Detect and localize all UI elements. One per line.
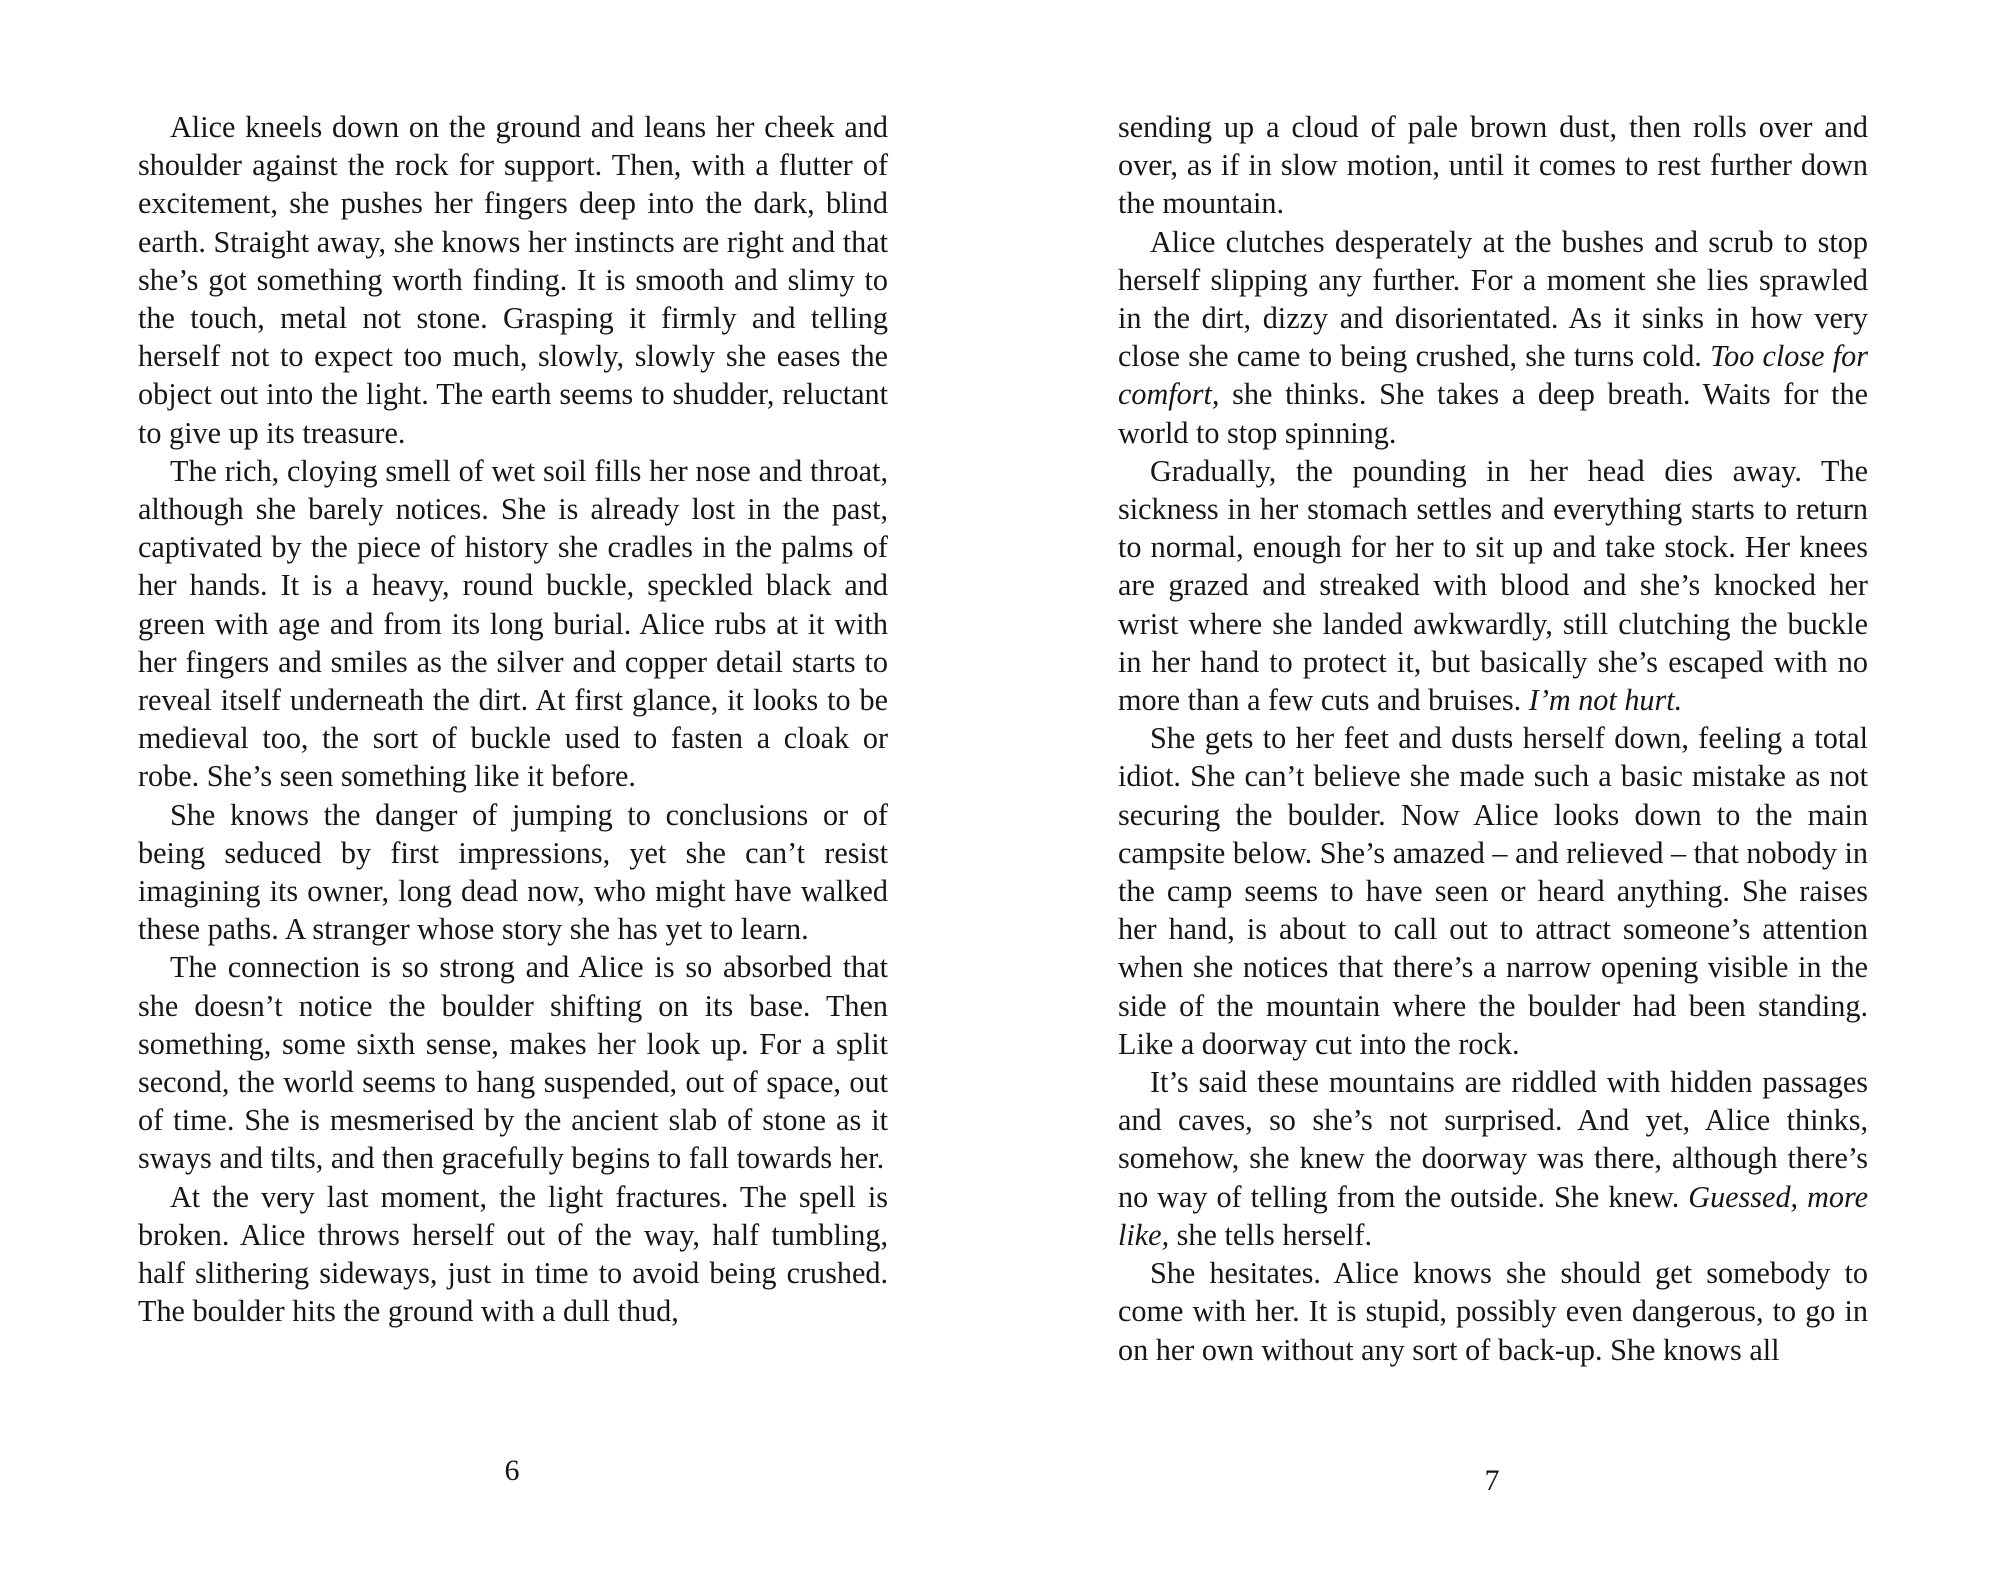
- left-page-text: [138, 108, 888, 1331]
- paragraph: She knows the danger of jumping to conclusions or of being seduced by first impressions, yet she can’t resist imagining its owner, long dead now, who might have walked these paths. A stranger whose story she has yet to learn.: [138, 797, 888, 947]
- paragraph: [1118, 223, 1868, 452]
- paragraph: [1118, 452, 1868, 719]
- text-run: Gradually, the pounding in her head dies away. The sickness in her stomach settles and everything starts to return to normal, enough for her to sit up and take stock. Her knees are grazed and streaked with blood and she’s knocked her wrist where she landed awkwardly, still clutching the buckle in her hand to protect it, but basically she’s escaped with no more than a few cuts and bruises.: [1118, 453, 1868, 718]
- page-number-right: 7: [1484, 1464, 1500, 1497]
- continued-paragraph: sending up a cloud of pale brown dust, then rolls over and over, as if in slow motion, until it comes to rest further down the mountain.: [1118, 110, 1868, 221]
- paragraph: She hesitates. Alice knows she should get somebody to come with her. It is stupid, possibly even dangerous, to go in on her own without any sort of back-up. She knows all: [1118, 1256, 1868, 1367]
- italic-thought: I’m not hurt.: [1528, 683, 1683, 718]
- text-run: Alice clutches desperately at the bushes and scrub to stop herself slipping any further. For a moment she lies sprawled in the dirt, dizzy and disorientated. As it sinks in how very close she came to being crushed, she turns cold.: [1118, 224, 1868, 374]
- text-run: It’s said these mountains are riddled with hidden passages and caves, so she’s not surprised. And yet, Alice thinks, somehow, she knew the doorway was there, although there’s no way of telling from the outside. She knew.: [1118, 1065, 1868, 1214]
- italic-thought: Guessed, more like,: [1118, 1179, 1869, 1252]
- text-run: she tells herself.: [1176, 1217, 1372, 1252]
- text-run: she thinks. She takes a deep breath. Waits for the world to stop spinning.: [1118, 377, 1869, 450]
- paragraph: At the very last moment, the light fractures. The spell is broken. Alice throws herself out of the way, half tumbling, half slithering sideways, just in time to avoid being crushed. The boulder hits the ground with a dull thud,: [138, 1179, 888, 1329]
- paragraph: The connection is so strong and Alice is so absorbed that she doesn’t notice the boulder shifting on its base. Then something, some sixth sense, makes her look up. For a split second, the world seems to hang suspended, out of space, out of time. She is mesmerised by the ancient slab of stone as it sways and tilts, and then gracefully begins to fall towards her.: [138, 950, 888, 1176]
- right-page: [1118, 108, 1868, 1369]
- paragraph: [1118, 1063, 1868, 1254]
- paragraph: Alice kneels down on the ground and leans her cheek and shoulder against the rock for support. Then, with a flutter of excitement, she pushes her fingers deep into the dark, blind earth. Straight away, she knows her instincts are right and that she’s got something worth finding. It is smooth and slimy to the touch, metal not stone. Grasping it firmly and telling herself not to expect too much, slowly, slowly she eases the object out into the light. The earth seems to shudder, reluctant to give up its treasure.: [138, 110, 888, 450]
- right-page-text: [1118, 108, 1868, 1369]
- paragraph: She gets to her feet and dusts herself down, feeling a total idiot. She can’t believe she made such a basic mistake as not securing the boulder. Now Alice looks down to the main campsite below. She’s amazed – and relieved – that nobody in the camp seems to have seen or heard anything. She raises her hand, is about to call out to attract someone’s attention when she notices that there’s a narrow opening visible in the side of the mountain where the boulder had been standing. Like a doorway cut into the rock.: [1118, 721, 1868, 1061]
- paragraph: The rich, cloying smell of wet soil fills her nose and throat, although she barely notices. She is already lost in the past, captivated by the piece of history she cradles in the palms of her hands. It is a heavy, round buckle, speckled black and green with age and from its long burial. Alice rubs at it with her fingers and smiles as the silver and copper detail starts to reveal itself underneath the dirt. At first glance, it looks to be medieval too, the sort of buckle used to fasten a cloak or robe. She’s seen something like it before.: [138, 453, 888, 794]
- italic-thought: Too close for comfort,: [1118, 339, 1869, 412]
- page-number-left: 6: [504, 1454, 520, 1487]
- left-page: [138, 108, 888, 1331]
